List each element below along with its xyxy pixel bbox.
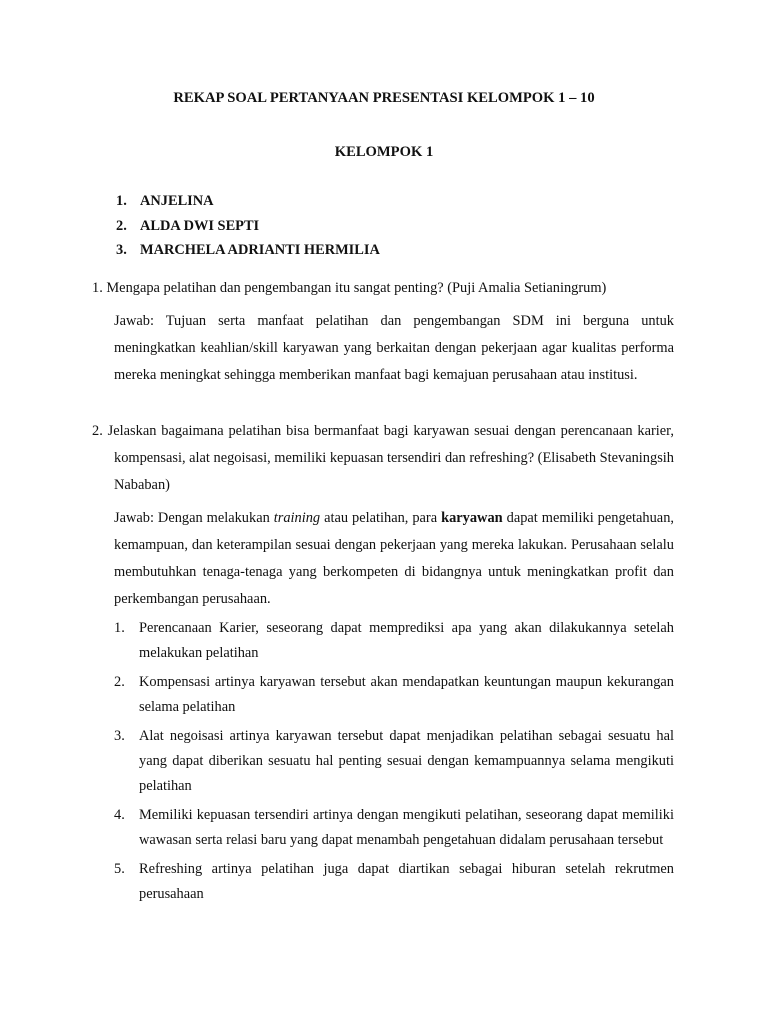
member-number: 3. xyxy=(116,242,127,258)
list-item-text: Alat negoisasi artinya karyawan tersebut dapat menjadikan pelatihan sebagai sesuatu hal yang dapat diberikan sesuatu hal penting sesuai dengan kemampuannya selama mengikuti pelatihan xyxy=(139,728,674,794)
question-1: 1. Mengapa pelatihan dan pengembangan itu sangat penting? (Puji Amalia Setianingrum) xyxy=(92,280,607,296)
question-2: 2. Jelaskan bagaimana pelatihan bisa bermanfaat bagi karyawan sesuai dengan perencanaan karier, kompensasi, alat negoisasi, memiliki kepuasan tersendiri dan refreshing? (Elisabeth Stevaningsih Nababan) xyxy=(92,423,674,493)
member-item xyxy=(116,192,380,217)
answer-2-points xyxy=(114,616,674,907)
member-number: 1. xyxy=(116,193,127,209)
list-item xyxy=(114,724,674,799)
list-item-text: Kompensasi artinya karyawan tersebut akan mendapatkan keuntungan maupun kekurangan selama pelatihan xyxy=(139,674,674,715)
list-item-text: Perencanaan Karier, seseorang dapat memprediksi apa yang akan dilakukannya setelah melakukan pelatihan xyxy=(139,620,674,661)
member-number: 2. xyxy=(116,217,127,234)
list-item-number: 4. xyxy=(114,807,125,823)
list-item xyxy=(114,616,674,666)
list-item xyxy=(114,857,674,907)
answer-2 xyxy=(114,505,674,613)
answer-2-mid: atau pelatihan, para xyxy=(320,510,442,526)
answer-1: Jawab: Tujuan serta manfaat pelatihan dan pengembangan SDM ini berguna untuk meningkatkan keahlian/skill karyawan yang berkaitan dengan pekerjaan agar kualitas performa mereka meningkat sehingga memberikan manfaat bagi kemajuan perusahaan atau institusi. xyxy=(114,313,674,383)
member-name: ALDA DWI SEPTI xyxy=(140,217,260,234)
list-item-number: 5. xyxy=(114,861,125,877)
answer-2-bold: karyawan xyxy=(441,510,503,526)
answer-2-suffix: dapat memiliki pengetahuan, kemampuan, dan keterampilan sesuai dengan pekerjaan yang mereka lakukan. Perusahaan selalu membutuhkan tenaga-tenaga yang berkompeten di bidangnya untuk meningkatkan profit dan perkembangan perusahaan. xyxy=(114,510,674,607)
member-list xyxy=(116,192,380,266)
member-item xyxy=(116,241,380,266)
member-name: MARCHELA ADRIANTI HERMILIA xyxy=(140,242,380,258)
list-item-number: 3. xyxy=(114,728,125,744)
group-heading: KELOMPOK 1 xyxy=(334,144,434,160)
document-title: REKAP SOAL PERTANYAAN PRESENTASI KELOMPOK 1 – 10 xyxy=(173,90,595,106)
answer-2-prefix: Jawab: Dengan melakukan xyxy=(114,510,274,526)
list-item xyxy=(114,670,674,720)
member-item xyxy=(116,217,380,242)
list-item-text: Memiliki kepuasan tersendiri artinya dengan mengikuti pelatihan, seseorang dapat memiliki wawasan serta relasi baru yang dapat menambah pengetahuan didalam perusahaan tersebut xyxy=(139,807,674,848)
answer-2-italic: training xyxy=(273,510,321,526)
list-item-number: 1. xyxy=(114,620,125,636)
member-name: ANJELINA xyxy=(140,193,214,209)
list-item xyxy=(114,803,674,853)
list-item-number: 2. xyxy=(114,674,125,690)
list-item-text: Refreshing artinya pelatihan juga dapat diartikan sebagai hiburan setelah rekrutmen perusahaan xyxy=(139,861,674,902)
